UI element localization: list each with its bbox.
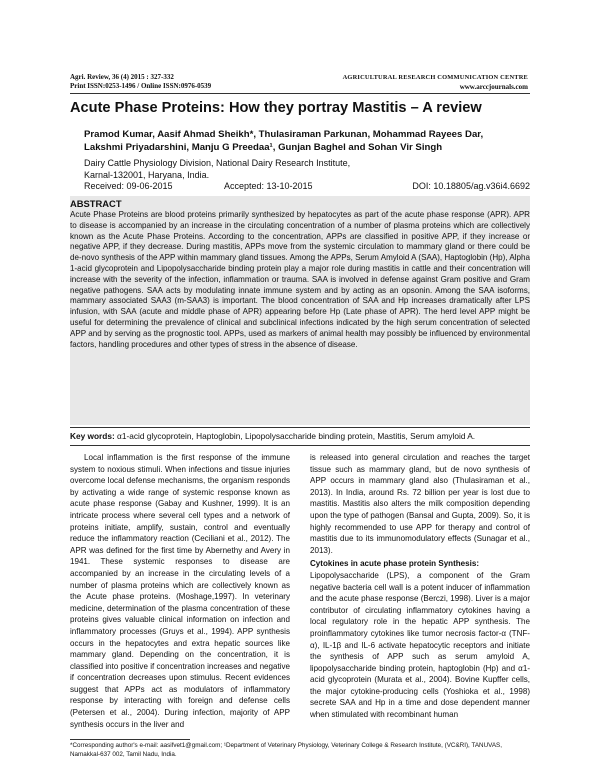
publisher-name: AGRICULTURAL RESEARCH COMMUNICATION CENTRE [342,74,528,81]
author-list: Pramod Kumar, Aasif Ahmad Sheikh*, Thulasiraman Parkunan, Mohammad Rayees Dar, Lakshmi Priyadarshini, Manju G Preedaa¹, Gunjan Baghel and Sohan Vir Singh [84,129,484,153]
journal-issn: Print ISSN:0253-1496 / Online ISSN:0976-0539 [70,82,212,90]
body-column-left [70,452,290,730]
keywords-label: Key words: [70,431,115,441]
accepted-date: Accepted: 13-10-2015 [224,181,313,191]
received-date: Received: 09-06-2015 [84,181,173,191]
affiliation-line-2: Karnal-132001, Haryana, India. [84,170,210,180]
abstract-heading: ABSTRACT [70,198,122,209]
doi[interactable]: DOI: 10.18805/ag.v36i4.6692 [412,181,530,191]
header-rule [70,93,530,94]
article-title: Acute Phase Proteins: How they portray Mastitis – A review [70,100,482,116]
body-column-right [310,452,530,721]
journal-citation [70,73,211,91]
body-paragraph: is released into general circulation and reaches the target tissue such as mammary gland, but de novo synthesis of APP occurs in mammary gland also (Thulasiraman et al., 2013). In India, around Rs. 72 billion per year is lost due to mastitis. Mastitis also alters the milk composition depending upon the type of pathogen (Bansal and Gupta, 2009). So, it is highly recommended to use APP for therapy and control of mastitis due to its immunomodulatory effects (Sunagar et al., 2013). [310,453,530,555]
section-heading: Cytokines in acute phase protein Synthesis: [310,559,480,569]
affiliation [84,157,524,181]
body-paragraph: Local inflammation is the first response of the immune system to noxious stimuli. When infections and tissue injuries overcome local defense mechanisms, the organism responds by activating a wide range of systemic response known as acute phase response (Gabay and Kushner, 1999). It is an intricate process where several cell types and a network of proteins initiate, amplify, sustain, control and eventually reduce the inflammatory reaction (Ceciliani et al., 2012). The APR was defined for the first time by Abernethy and Avery in 1941. These systemic responses to disease are accompanied by an increase in the circulating levels of a number of plasma proteins which are collectively known as the Acute phase proteins. (Moshage,1997). In veterinary medicine, determination of the plasma concentration of these proteins gives valuable clinical information on infection and inflammatory processes (Gruys et al., 1994). APP synthesis occurs in the hepatocytes and extra hepatic sources like mammary gland. Depending on the concentration, it is classified into positive if concentration increases and negative if concentration decreases upon stimulus. Recent evidences suggest that APPs act as modulators of inflammatory response by interacting with foreign and defense cells (Petersen et al., 2004). During infection, majority of APP synthesis occurs in the liver and [70,453,290,729]
footnote-rule [70,739,190,740]
abstract-text: Acute Phase Proteins are blood proteins primarily synthesized by hepatocytes as part of the acute phase response (APR). APR to disease is accompanied by an increase in the circulating concentration of a number of plasma proteins which are collectively known as the Acute Phase Proteins. According to the concentration, APPs are classified in positive APP, if they increase or negative APP, if they decrease. During mastitis, APPs move from the systemic circulation to mammary gland or there could be de-novo synthesis of the APP within mammary gland tissues. Among the APPs, Serum Amyloid A (SAA), Haptoglobin (Hp), Alpha 1-acid glycoprotein and Lipopolysaccharide binding protein play a major role during mastitis in cattle and their concentration will increase with the severity of the infection, inflammation or trauma. SAA is involved in defense against Gram positive and Gram negative pathogens. SAA acts by modulating innate immune system and by acting as an opsonin. Among the SAA isoforms, mammary associated SAA3 (m-SAA3) is important. The blood concentration of SAA and Hp increases dramatically after LPS infusion, with SAA (acute and middle phase of APR) appearing before Hp (Late phase of APR). The herd level APP might be useful for determining the prevalence of clinical and subclinical infections indicated by the high serum concentration of selected APP and by serving as the prognostic tool. APPs, used as markers of animal health may possibly be influenced by environmental factors, handling procedures and other types of stress in the absence of disease. [70,210,530,349]
keywords-rule-bottom [70,445,530,446]
publisher-url[interactable]: www.arccjournals.com [459,83,528,91]
keywords [70,431,530,441]
keywords-rule-top [70,427,530,428]
affiliation-line-1: Dairy Cattle Physiology Division, National Dairy Research Institute, [84,158,351,168]
footnote: *Corresponding author's e-mail: aasifvet1@gmail.com; ¹Department of Veterinary Physiology, Veterinary College & Research Institute, (VC&RI), TANUVAS, Namakkal-637 002, Tamil Nadu, India. [70,742,502,758]
journal-volume: Agri. Review, 36 (4) 2015 : 327-332 [70,73,174,81]
keywords-text: α1-acid glycoprotein, Haptoglobin, Lipopolysaccharide binding protein, Mastitis, Serum amyloid A. [117,431,476,441]
body-paragraph: Lipopolysaccharide (LPS), a component of the Gram negative bacteria cell wall is a potent inducer of inflammation and the acute phase response (Berczi, 1998). Liver is a major contributor of circulating inflammatory cytokines having a local regulatory role in the hepatic APP synthesis. The proinflammatory cytokines like tumor necrosis factor-α (TNF-α), IL-1β and IL-6 activate hepatocytic receptors and initiate the synthesis of APP such as serum amyloid A, lipopolysaccharide binding protein, haptoglobin (Hp) and α1-acid glycoprotein (Murata et al., 2004). Bovine Kupffer cells, the major cytokine-producing cells (Yoshioka et al., 1998) secrete SAA and Hp in a time and dose dependent manner when stimulated with recombinant human [310,570,530,720]
